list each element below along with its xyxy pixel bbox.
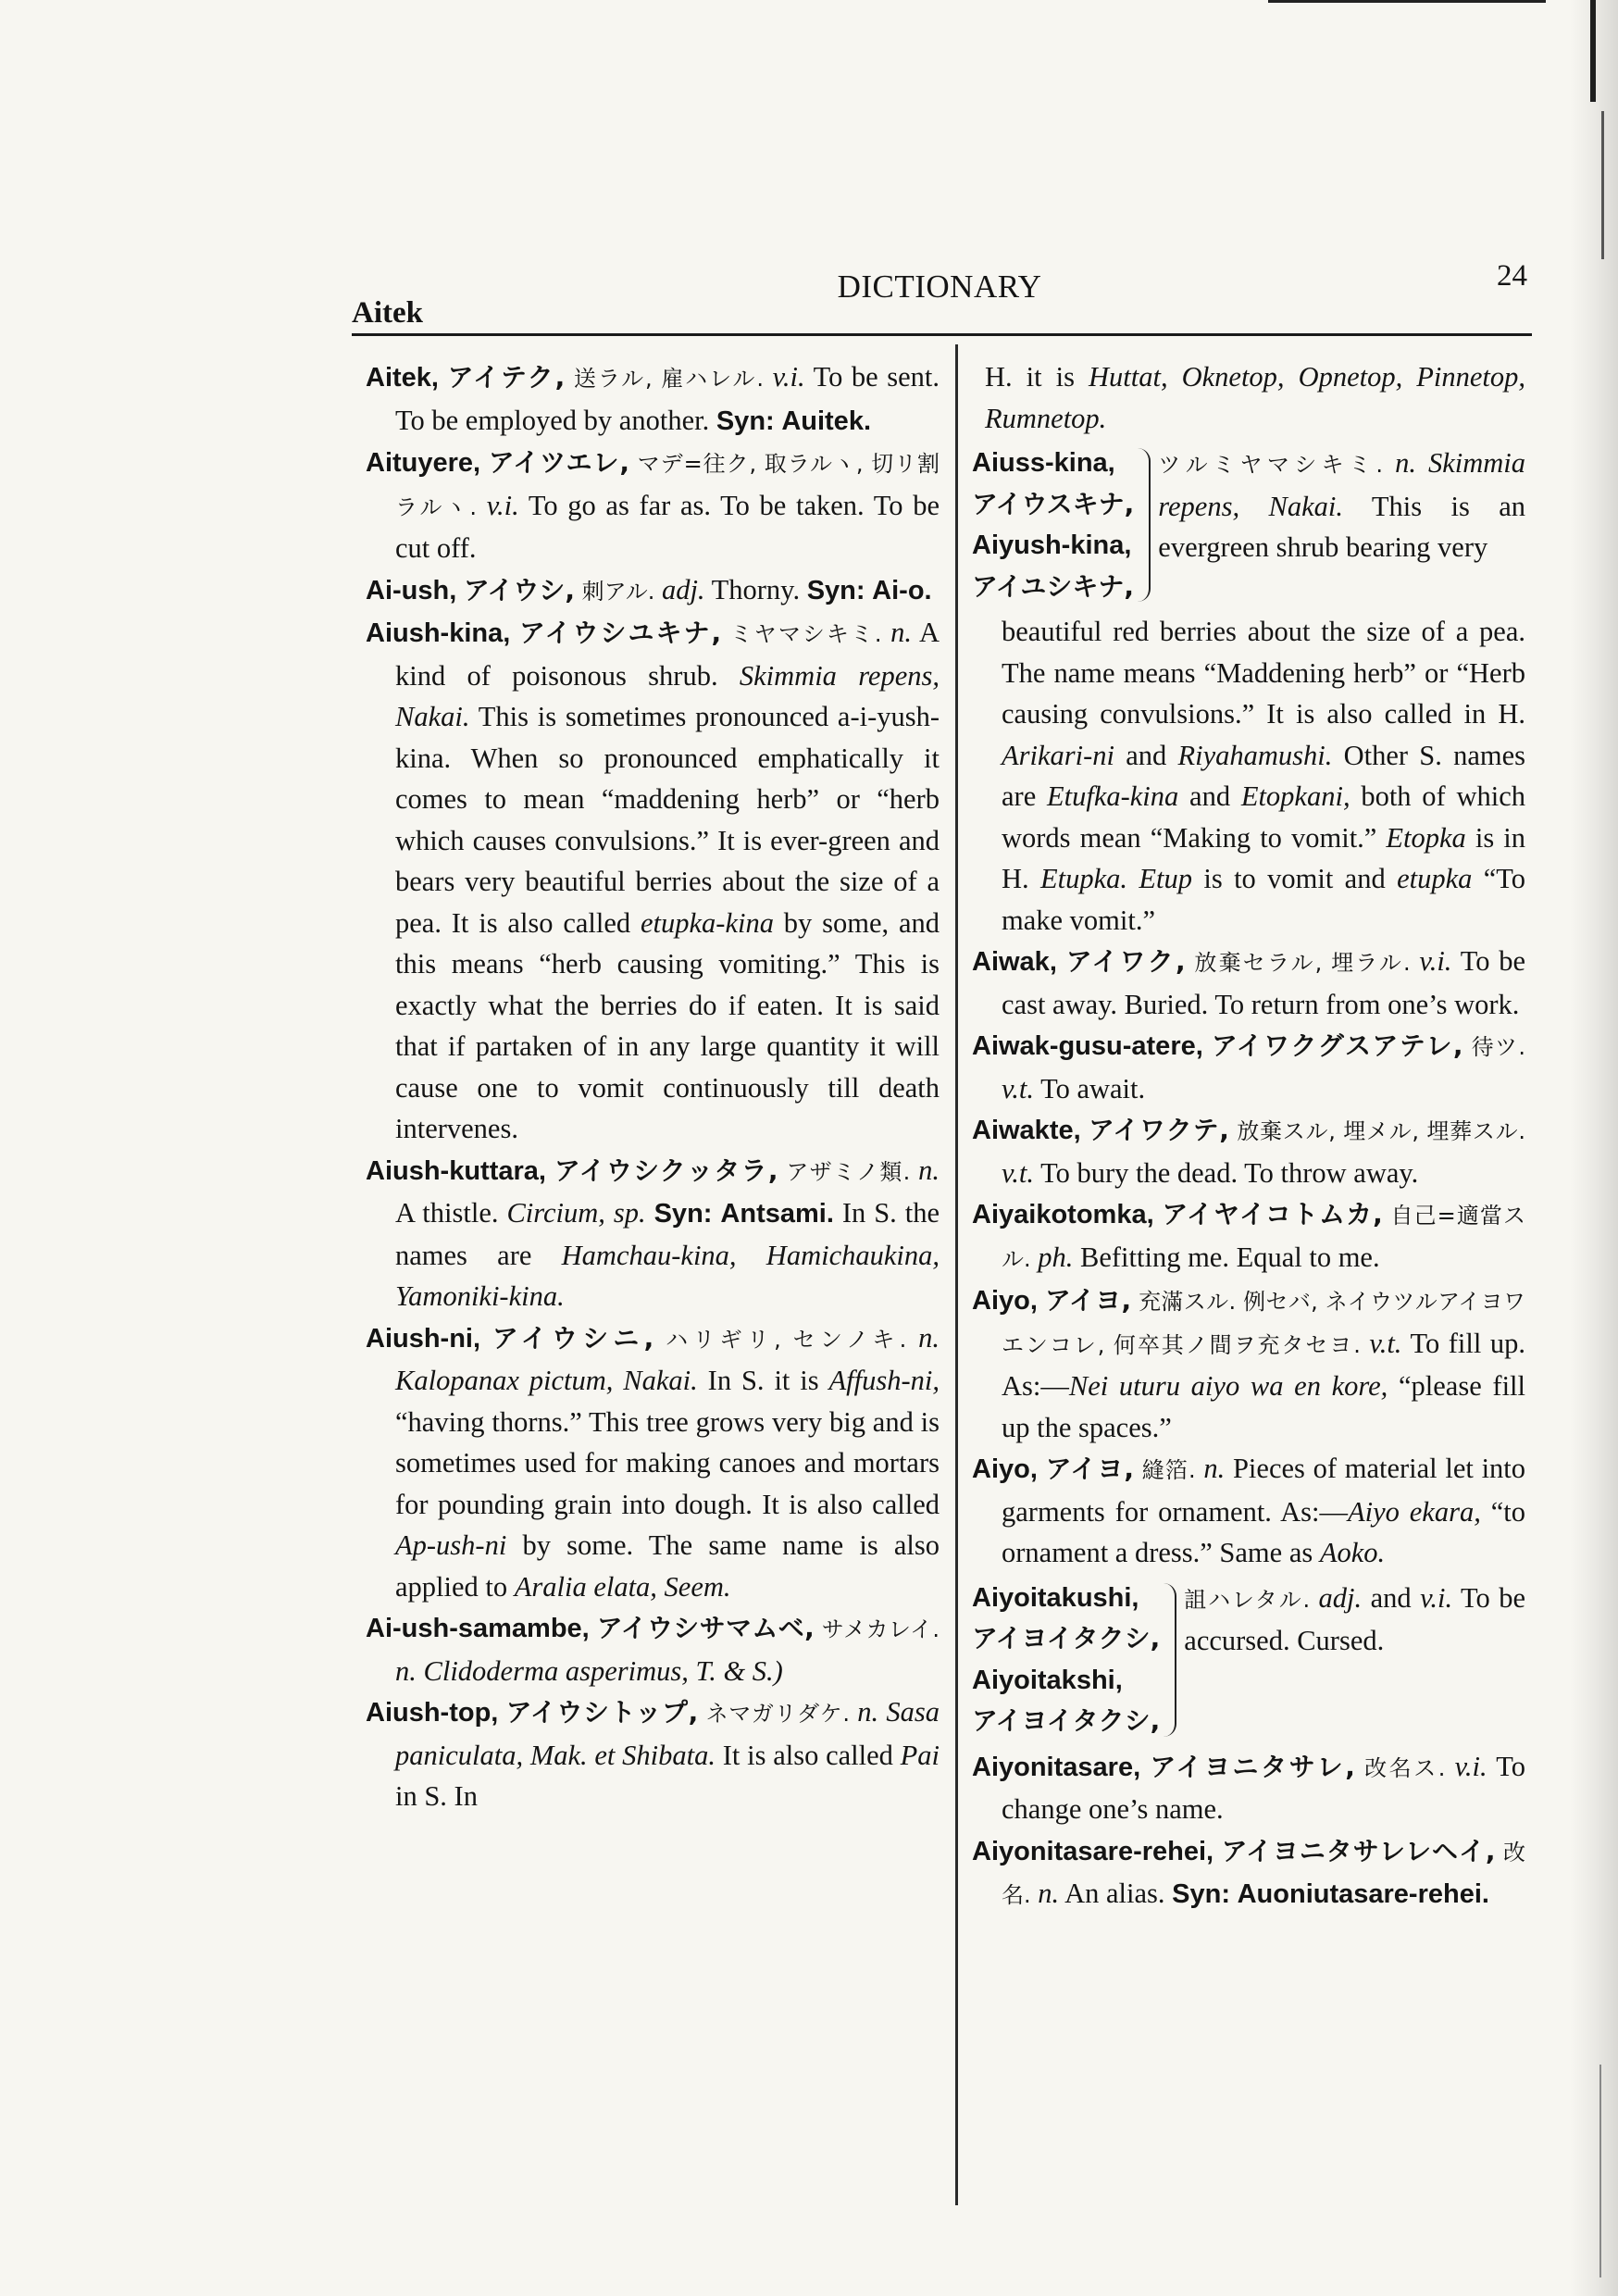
definition: To await. <box>1040 1072 1146 1104</box>
part-of-speech: ph. <box>1038 1241 1074 1273</box>
headword: Aiush-top, <box>366 1698 499 1728</box>
synonym: Auitek. <box>781 406 871 436</box>
entry-aiush-kuttara <box>366 1150 940 1317</box>
definition: Befitting me. Equal to me. <box>1080 1241 1380 1273</box>
entry-group-aiyoitakushi <box>972 1578 1525 1742</box>
definition: To change one’s name. <box>1002 1750 1526 1825</box>
scientific-name: Aralia elata, Seem. <box>514 1570 731 1603</box>
entry-aiwak-gusu-atere <box>972 1025 1525 1109</box>
definition: To bury the dead. To throw away. <box>1040 1156 1419 1189</box>
synonym: Antsami. <box>720 1199 834 1229</box>
entry-aiyaikotomka <box>972 1193 1526 1279</box>
japanese-gloss: サメカレイ. <box>821 1616 940 1642</box>
katakana-reading: アイウシサマムベ, <box>596 1613 815 1643</box>
example-gloss: “to ornament a dress.” Same as <box>1002 1495 1525 1568</box>
headword: Aiwak-gusu-atere, <box>972 1031 1203 1061</box>
definition: Pieces of material let into garments for ornament. As:— <box>1002 1453 1526 1528</box>
part-of-speech: n. <box>1038 1878 1060 1909</box>
definition: “To make vomit.” <box>1002 863 1526 936</box>
scientific-name: Sasa paniculata, Mak. et Shibata. <box>395 1696 940 1771</box>
katakana-reading: アイユシキナ, <box>972 570 1134 602</box>
grouped-headwords <box>972 1578 1160 1742</box>
headword: Aiush-kuttara, <box>366 1155 546 1186</box>
definition: To fill up. As:— <box>1002 1327 1526 1402</box>
synonym: Ai-o. <box>872 575 932 605</box>
part-of-speech: n. <box>857 1696 879 1728</box>
headword: Aiush-kina, <box>366 618 511 648</box>
synonym-label: Syn: <box>806 575 865 605</box>
grouped-headwords <box>972 443 1134 607</box>
entry-aiwakte <box>972 1109 1526 1193</box>
headword: Aiyonitasare-rehei, <box>972 1836 1214 1866</box>
katakana-reading: アイワク, <box>1065 946 1186 977</box>
header-rule <box>352 333 1532 336</box>
headword: Aiyush-kina, <box>972 530 1132 560</box>
japanese-gloss: ハリギリ, センノキ. <box>666 1326 907 1353</box>
example-gloss: “please fill up the spaces.” <box>1002 1370 1526 1443</box>
japanese-gloss: 充滿スル. 例セバ, ネイウツルアイヨワエンコレ, 何卒其ノ間ヲ充タセヨ. <box>1002 1289 1525 1358</box>
part-of-speech: v.i. <box>1454 1750 1487 1782</box>
entry-ai-ush-samambe <box>366 1607 940 1691</box>
alternate-names: Huttat, Oknetop, Opnetop, Pinnetop, Rumnetop. <box>985 361 1525 434</box>
katakana-reading: アイツエレ, <box>488 447 630 478</box>
alternate-name: Etopkani, <box>1240 780 1350 812</box>
definition: This is sometimes pronounced a-i-yush-kina. When so pronounced emphatically it comes to mean “maddening herb” or “herb which causes convulsions.” It is ever-green and bears very beautiful berries about the size of a pea. It is also called <box>395 701 940 939</box>
definition: beautiful red berries about the size of a pea. The name means “Maddening herb” or “Herb causing convulsions.” It is also called in H. <box>1002 616 1525 730</box>
scan-edge-mark <box>1601 111 1604 259</box>
japanese-gloss: 縫箔. <box>1141 1457 1196 1483</box>
definition: in S. In <box>395 1780 478 1812</box>
part-of-speech: adj. <box>661 573 705 605</box>
definition: In S. it is <box>707 1365 819 1396</box>
headword: Aiush-ni, <box>366 1323 481 1354</box>
part-of-speech: n. <box>918 1321 940 1354</box>
japanese-gloss: ネマガリダケ. <box>705 1701 851 1727</box>
synonym: Auoniutasare-rehei. <box>1237 1879 1489 1909</box>
katakana-reading: アイヤイコトムカ, <box>1162 1199 1383 1229</box>
katakana-reading: アイワクグスアテレ, <box>1211 1030 1463 1061</box>
japanese-gloss: 改名ス. <box>1364 1754 1446 1781</box>
alternate-name: etupka-kina <box>641 906 774 939</box>
headword: Aiyaikotomka, <box>972 1200 1154 1229</box>
scientific-name: Circium, sp. <box>506 1197 646 1229</box>
part-of-speech: n. <box>1395 447 1416 479</box>
alternate-name: etupka <box>1397 863 1473 894</box>
alternate-name: Riyahamushi. <box>1177 739 1333 771</box>
alternate-name: Etupka. <box>1040 863 1128 894</box>
japanese-gloss: マデ=往ク, 取ラルヽ, 切リ割ラルヽ. <box>395 451 940 520</box>
definition: To be accursed. Cursed. <box>1184 1581 1526 1656</box>
katakana-reading: アイヨイタクシ, <box>972 1705 1161 1736</box>
part-of-speech: v.t. <box>1002 1072 1034 1104</box>
katakana-reading: アイワクテ, <box>1089 1115 1229 1145</box>
entry-aiyonitasare <box>972 1746 1526 1830</box>
example-phrase: Nei uturu aiyo wa en kore, <box>1068 1370 1388 1402</box>
headword: Aiyo, <box>972 1286 1038 1316</box>
headword: Aiyoitakshi, <box>972 1665 1123 1695</box>
cross-reference: Aoko. <box>1319 1537 1386 1568</box>
definition: both of which words mean “Making to vomit.” <box>1002 780 1525 854</box>
synonym-label: Syn: <box>716 406 775 436</box>
alternate-name: Etup <box>1139 863 1193 894</box>
alternate-name: Pai <box>900 1739 940 1771</box>
page-title: DICTIONARY <box>837 268 1042 305</box>
headword: Aiyonitasare, <box>972 1752 1141 1782</box>
entry-aiyo-ornament <box>972 1448 1526 1574</box>
scan-edge-mark <box>1590 0 1596 102</box>
definition: An alias. <box>1064 1878 1165 1909</box>
katakana-reading: アイヨニタサレレヘイ, <box>1221 1835 1496 1866</box>
definition: This is an evergreen shrub bearing very <box>1158 490 1526 563</box>
part-of-speech: n. <box>918 1154 940 1186</box>
part-of-speech: v.t. <box>1369 1327 1402 1359</box>
scientific-name: Skimmia repens, Nakai. <box>395 659 940 732</box>
part-of-speech: v.i. <box>486 489 519 521</box>
definition: Other S. names are <box>1002 739 1526 812</box>
entry-aiush-kina <box>366 612 940 1150</box>
entry-aitek <box>366 356 940 442</box>
alternate-name: Arikari-ni <box>1002 739 1114 771</box>
grouping-brace <box>1138 448 1151 602</box>
headword: Aiwakte, <box>972 1116 1081 1145</box>
scientific-name: Skimmia repens, Nakai. <box>1158 447 1525 522</box>
alternate-name: Ap-ush-ni <box>395 1529 507 1561</box>
headword: Aiwak, <box>972 947 1057 977</box>
example-phrase: Aiyo ekara, <box>1348 1495 1481 1528</box>
entry-ai-ush <box>366 569 940 613</box>
page-header <box>352 259 1527 330</box>
definition: is in H. <box>1002 821 1525 894</box>
definition: by some. The same name is also applied to <box>395 1529 940 1603</box>
katakana-reading: アイウシクッタラ, <box>554 1154 778 1186</box>
conjunction: and <box>1126 739 1167 771</box>
japanese-gloss: 詛ハレタル. <box>1184 1586 1311 1613</box>
left-column <box>366 356 940 1817</box>
grouped-definition <box>1158 443 1525 607</box>
definition: In S. the names are <box>395 1197 940 1271</box>
entry-aiwak <box>972 941 1526 1025</box>
entry-aiyonitasare-rehei <box>972 1830 1526 1916</box>
entry-group-aiuss-kina <box>972 443 1525 607</box>
definition: A thistle. <box>395 1197 499 1229</box>
entry-aiyo-fill <box>972 1279 1526 1448</box>
definition: “having thorns.” This tree grows very big and is sometimes used for making canoes and mortars for pounding grain into dough. It is also called <box>395 1405 940 1520</box>
alternate-name: Affush-ni, <box>828 1365 940 1396</box>
scan-edge-mark <box>1599 2065 1601 2277</box>
synonym-label: Syn: <box>653 1199 713 1229</box>
definition: It is also called <box>722 1739 893 1771</box>
japanese-gloss: 刺アル. <box>581 578 655 605</box>
grouped-definition <box>1184 1578 1525 1742</box>
katakana-reading: アイウスキナ, <box>972 488 1135 519</box>
definition: To be sent. To be employed by another. <box>395 361 940 436</box>
part-of-speech: adj. <box>1318 1581 1363 1614</box>
headword: Aiyo, <box>972 1454 1038 1484</box>
katakana-reading: アイウシ, <box>463 574 576 605</box>
japanese-gloss: ミヤマシキミ. <box>729 621 882 647</box>
grouping-brace <box>1164 1583 1176 1737</box>
headword: Aitek, <box>366 363 439 393</box>
part-of-speech: v.t. <box>1002 1156 1034 1189</box>
part-of-speech: n. <box>890 617 913 648</box>
definition: To be cast away. Buried. To return from one’s work. <box>1002 945 1526 1020</box>
synonym-label: Syn: <box>1172 1879 1230 1909</box>
katakana-reading: アイウシユキナ, <box>518 618 722 648</box>
headword: Aiyoitakushi, <box>972 1582 1139 1613</box>
entry-aituyere <box>366 442 940 569</box>
part-of-speech: v.i. <box>1420 1581 1453 1614</box>
headword: Aiuss-kina, <box>972 448 1115 478</box>
japanese-gloss: アザミノ類. <box>786 1158 911 1185</box>
entry-aiush-ni <box>366 1317 940 1608</box>
part-of-speech: n. <box>395 1654 417 1687</box>
scientific-name: Clidoderma asperimus, T. & S.) <box>423 1654 783 1687</box>
scan-edge-line <box>1268 0 1546 3</box>
alternate-name: Etufka-kina <box>1046 780 1179 812</box>
part-of-speech: n. <box>1203 1453 1226 1484</box>
entry-group-aiuss-kina-continued <box>1002 611 1525 941</box>
japanese-gloss: ツルミヤマシキミ. <box>1158 452 1384 478</box>
katakana-reading: アイウシトップ, <box>505 1697 699 1728</box>
guide-word: Aitek <box>352 296 423 330</box>
entry-aiush-top <box>366 1691 940 1817</box>
part-of-speech: v.i. <box>772 361 805 393</box>
conjunction: and <box>1370 1581 1412 1614</box>
katakana-reading: アイテク, <box>447 362 566 393</box>
definition: is to vomit and <box>1203 863 1386 894</box>
japanese-gloss: 放棄セラル, 埋ラル. <box>1194 950 1411 976</box>
headword: Ai-ush, <box>366 575 457 605</box>
japanese-gloss: 送ラル, 雇ハレル. <box>573 366 765 392</box>
alternate-name: Etopka <box>1386 821 1466 854</box>
right-column <box>972 356 1525 1916</box>
alternate-name: Hamchau-kina, <box>561 1239 737 1271</box>
japanese-gloss: 放棄スル, 埋メル, 埋葬スル. <box>1237 1118 1526 1144</box>
japanese-gloss: 改名. <box>1002 1839 1526 1908</box>
japanese-gloss: 待ツ. <box>1471 1034 1525 1060</box>
headword: Ai-ush-samambe, <box>366 1614 590 1643</box>
katakana-reading: アイウシニ, <box>492 1322 654 1354</box>
alternate-name: Hamichaukina, <box>765 1239 940 1271</box>
definition: by some, and this means “herb causing vomiting.” This is exactly what the berries do if eaten. It is said that if partaken of in any large quantity it will cause one to vomit continuously till death intervenes. <box>395 906 940 1144</box>
page-number: 24 <box>1497 259 1527 293</box>
headword: Aituyere, <box>366 448 481 478</box>
definition: A kind of poisonous shrub. <box>395 617 940 692</box>
column-divider <box>955 344 958 2205</box>
katakana-reading: アイヨイタクシ, <box>972 1623 1161 1653</box>
entry-continuation <box>985 356 1525 439</box>
katakana-reading: アイヨ, <box>1045 1454 1135 1484</box>
japanese-gloss: 自己=適當スル. <box>1002 1203 1526 1272</box>
scientific-name: Kalopanax pictum, Nakai. <box>395 1365 698 1396</box>
definition: H. it is <box>985 361 1075 393</box>
definition: Thorny. <box>711 573 801 605</box>
part-of-speech: v.i. <box>1419 945 1452 977</box>
page-edge-shadow <box>1570 0 1618 2296</box>
katakana-reading: アイヨ, <box>1044 1285 1132 1316</box>
katakana-reading: アイヨニタサレ, <box>1150 1751 1355 1782</box>
alternate-name: Yamoniki-kina. <box>395 1280 565 1312</box>
definition: To go as far as. To be taken. To be cut off. <box>395 489 940 564</box>
conjunction: and <box>1189 780 1231 812</box>
